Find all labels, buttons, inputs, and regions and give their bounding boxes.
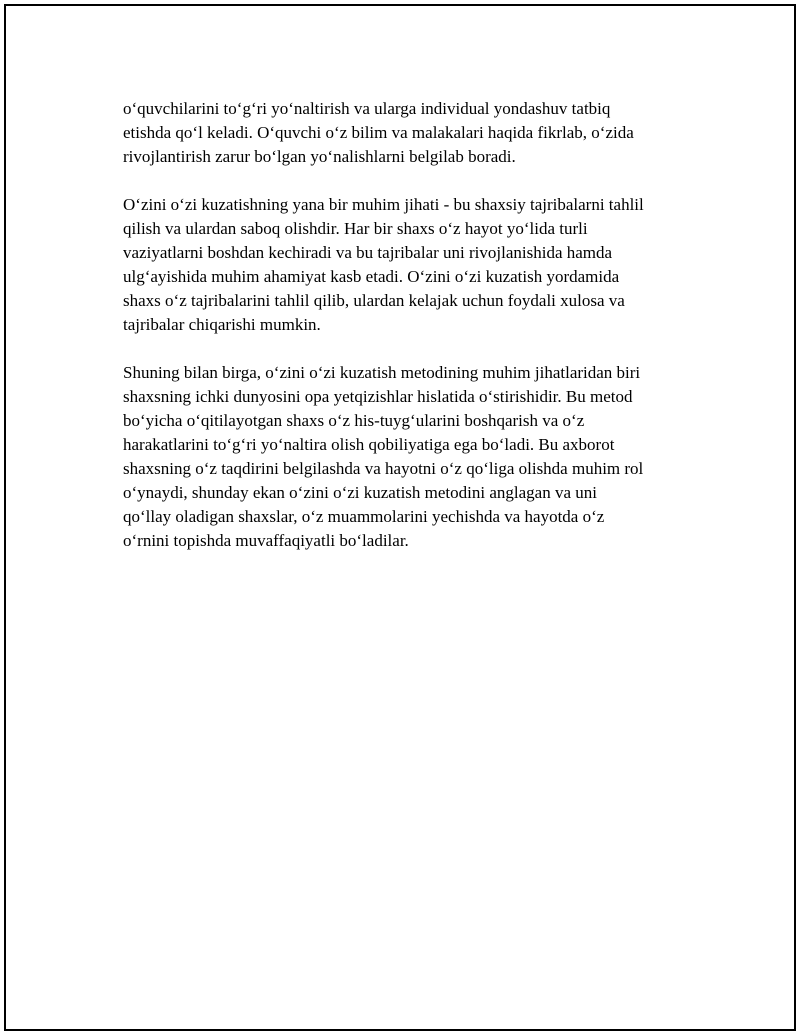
text-line: vaziyatlarni boshdan kechiradi va bu tajribalar uni rivojlanishida hamda — [123, 243, 613, 262]
text-line: Shuning bilan birga, o‘zini o‘zi kuzatish metodining muhim jihatlaridan biri — [123, 363, 641, 382]
text-line: o‘ynaydi, shunday ekan o‘zini o‘zi kuzatish metodini anglagan va uni — [123, 483, 597, 502]
paragraph-3 — [123, 361, 703, 553]
text-line: bo‘yicha o‘qitilayotgan shaxs o‘z his-tuyg‘ularini boshqarish va o‘z — [123, 411, 585, 430]
text-line: o‘rnini topishda muvaffaqiyatli bo‘ladilar. — [123, 531, 409, 550]
text-line: ulg‘ayishida muhim ahamiyat kasb etadi. O‘zini o‘zi kuzatish yordamida — [123, 267, 620, 286]
text-line: tajribalar chiqarishi mumkin. — [123, 315, 321, 334]
text-line: rivojlantirish zarur bo‘lgan yo‘nalishlarni belgilab boradi. — [123, 147, 516, 166]
text-line: qilish va ulardan saboq olishdir. Har bir shaxs o‘z hayot yo‘lida turli — [123, 219, 588, 238]
paragraph-2 — [123, 193, 703, 337]
paragraph-1 — [123, 97, 703, 169]
text-line: shaxsning o‘z taqdirini belgilashda va hayotni o‘z qo‘liga olishda muhim rol — [123, 459, 644, 478]
text-line: etishda qo‘l keladi. O‘quvchi o‘z bilim va malakalari haqida fikrlab, o‘zida — [123, 123, 634, 142]
text-line: shaxs o‘z tajribalarini tahlil qilib, ulardan kelajak uchun foydali xulosa va — [123, 291, 625, 310]
text-line: o‘quvchilarini to‘g‘ri yo‘naltirish va ularga individual yondashuv tatbiq — [123, 99, 611, 118]
text-line: harakatlarini to‘g‘ri yo‘naltira olish qobiliyatiga ega bo‘ladi. Bu axborot — [123, 435, 615, 454]
text-line: O‘zini o‘zi kuzatishning yana bir muhim jihati - bu shaxsiy tajribalarni tahlil — [123, 195, 644, 214]
page-frame — [4, 4, 796, 1031]
text-line: qo‘llay oladigan shaxslar, o‘z muammolarini yechishda va hayotda o‘z — [123, 507, 605, 526]
page-body — [123, 97, 703, 577]
text-line: shaxsning ichki dunyosini opa yetqizishlar hislatida o‘stirishidir. Bu metod — [123, 387, 633, 406]
